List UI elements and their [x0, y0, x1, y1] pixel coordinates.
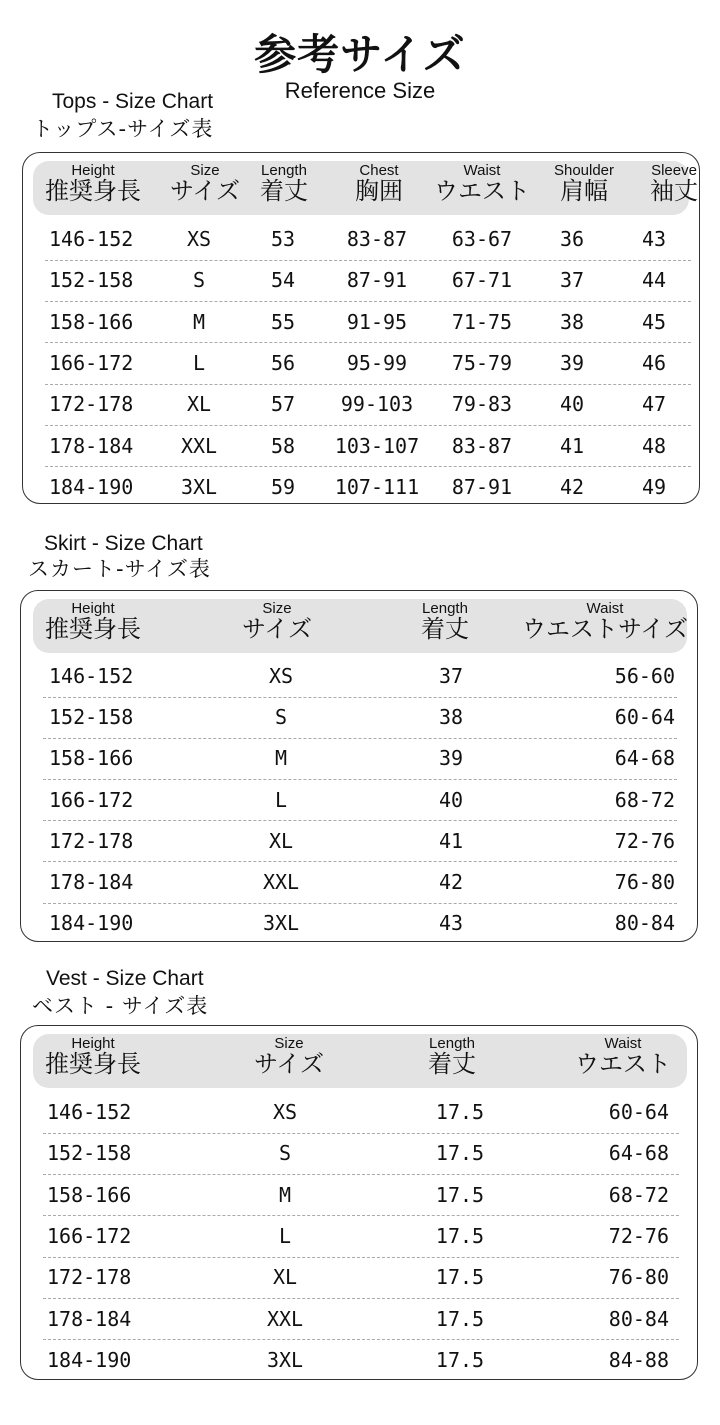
tops-table-cell: 152-158 [49, 268, 134, 293]
tops-col-header-en: Size [190, 162, 220, 179]
vest-table-cell: 3XL [266, 1347, 304, 1372]
tops-table-cell: 178-184 [49, 433, 134, 458]
skirt-title-en: Skirt - Size Chart [44, 532, 203, 555]
tops-table-cell: XXL [180, 433, 218, 458]
skirt-col-header-en: Waist [586, 600, 624, 617]
vest-table-cell: 17.5 [435, 1306, 485, 1331]
tops-table-cell: 40 [559, 392, 585, 417]
vest-table-cell: 17.5 [435, 1100, 485, 1124]
skirt-row-divider [43, 903, 677, 904]
tops-table-cell: 49 [641, 474, 667, 499]
vest-table-cell: 60-64 [608, 1100, 669, 1124]
skirt-table-cell: 68-72 [614, 787, 675, 812]
tops-table-cell: 45 [641, 309, 667, 334]
skirt-table-cell: 37 [438, 664, 464, 688]
skirt-table-cell: 43 [438, 911, 464, 936]
vest-col-header-en: Waist [604, 1035, 642, 1052]
vest-table-cell: XXL [266, 1306, 304, 1331]
skirt-col-header-jp: 推奨身長 [45, 615, 141, 643]
vest-row-divider [43, 1339, 679, 1340]
skirt-row-divider [43, 738, 677, 739]
tops-table-cell: 46 [641, 350, 667, 375]
tops-col-header-jp: 袖丈 [650, 177, 698, 205]
skirt-table-cell: 64-68 [614, 746, 675, 771]
tops-col-header-en: Length [261, 162, 307, 179]
vest-row-divider [43, 1298, 679, 1299]
skirt-table-cell: 178-184 [49, 870, 134, 894]
skirt-col-header-jp: 着丈 [421, 615, 469, 643]
tops-col-header-en: Height [71, 162, 115, 179]
vest-table-cell: 68-72 [608, 1182, 669, 1207]
vest-col-header-jp: 推奨身長 [45, 1050, 141, 1078]
tops-table-cell: 43 [641, 227, 667, 251]
tops-table-cell: 67-71 [451, 268, 513, 293]
skirt-table-cell: 158-166 [49, 746, 134, 771]
vest-col-header-en: Height [71, 1035, 115, 1052]
skirt-col-header-jp: サイズ [241, 615, 313, 643]
vest-row-divider [43, 1215, 679, 1216]
tops-table-cell: 58 [270, 433, 296, 458]
tops-title-en: Tops - Size Chart [52, 90, 214, 113]
tops-table-cell: 53 [270, 227, 296, 251]
tops-table-cell: XS [186, 227, 212, 251]
tops-col-header-en: Waist [463, 162, 501, 179]
skirt-row-divider [43, 697, 677, 698]
tops-table-cell: 79-83 [451, 392, 513, 417]
skirt-table-cell: L [274, 787, 288, 812]
tops-table-cell: 95-99 [346, 350, 408, 375]
tops-table-cell: 54 [270, 268, 296, 293]
vest-table-cell: 146-152 [47, 1100, 132, 1124]
tops-table-cell: L [192, 350, 206, 375]
vest-row-divider [43, 1257, 679, 1258]
skirt-table-cell: 72-76 [614, 828, 675, 853]
tops-table-cell: XL [186, 392, 212, 417]
vest-table-cell: XS [272, 1100, 298, 1124]
tops-row-divider [45, 260, 691, 261]
tops-table-cell: S [192, 268, 206, 293]
vest-table-cell: 17.5 [435, 1182, 485, 1207]
vest-table-cell: 72-76 [608, 1223, 669, 1248]
tops-table-cell: 57 [270, 392, 296, 417]
vest-table-cell: L [278, 1223, 292, 1248]
tops-table-cell: 146-152 [49, 227, 134, 251]
skirt-table-cell: S [274, 705, 288, 730]
tops-table-cell: 166-172 [49, 350, 134, 375]
skirt-table-cell: 80-84 [614, 911, 675, 936]
skirt-table-cell: 3XL [262, 911, 300, 936]
tops-col-header-en: Shoulder [553, 162, 615, 179]
vest-table-cell: 178-184 [47, 1306, 132, 1331]
tops-col-header-jp: ウエスト [434, 177, 530, 205]
tops-table-cell: 184-190 [49, 474, 134, 499]
tops-title-jp: トップス-サイズ表 [32, 117, 214, 141]
tops-table-cell: 36 [559, 227, 585, 251]
page-subtitle: Reference Size [284, 78, 436, 103]
tops-table-cell: M [192, 309, 206, 334]
tops-row-divider [45, 301, 691, 302]
tops-table-cell: 42 [559, 474, 585, 499]
tops-table-cell: 37 [559, 268, 585, 293]
tops-table-cell: 55 [270, 309, 296, 334]
skirt-table-cell: 41 [438, 828, 464, 853]
vest-table-cell: XL [272, 1265, 298, 1290]
vest-row-divider [43, 1174, 679, 1175]
tops-table-cell: 59 [270, 474, 296, 499]
vest-table-cell: 152-158 [47, 1141, 132, 1166]
vest-row-divider [43, 1133, 679, 1134]
skirt-row-divider [43, 861, 677, 862]
vest-title-en: Vest - Size Chart [46, 967, 204, 990]
tops-col-header-jp: 肩幅 [560, 177, 608, 205]
tops-row-divider [45, 342, 691, 343]
skirt-row-divider [43, 779, 677, 780]
skirt-table-cell: 39 [438, 746, 464, 771]
tops-col-header-jp: サイズ [169, 177, 241, 205]
tops-row-divider [45, 425, 691, 426]
tops-table-cell: 99-103 [340, 392, 414, 417]
tops-col-header-jp: 推奨身長 [45, 177, 141, 205]
tops-table-cell: 103-107 [334, 433, 420, 458]
tops-table-cell: 75-79 [451, 350, 513, 375]
tops-table-cell: 56 [270, 350, 296, 375]
vest-table-cell: 80-84 [608, 1306, 669, 1331]
tops-table-cell: 63-67 [451, 227, 513, 251]
skirt-table-cell: 56-60 [614, 664, 675, 688]
vest-table-cell: 64-68 [608, 1141, 669, 1166]
skirt-col-header-en: Length [422, 600, 468, 617]
skirt-col-header-en: Height [71, 600, 115, 617]
tops-table-cell: 91-95 [346, 309, 408, 334]
vest-table-cell: 17.5 [435, 1265, 485, 1290]
skirt-col-header-jp: ウエストサイズ [521, 615, 689, 643]
tops-row-divider [45, 384, 691, 385]
tops-table-cell: 158-166 [49, 309, 134, 334]
tops-table-cell: 41 [559, 433, 585, 458]
vest-table-cell: 17.5 [435, 1223, 485, 1248]
vest-table-cell: 76-80 [608, 1265, 669, 1290]
skirt-row-divider [43, 820, 677, 821]
tops-table-cell: 172-178 [49, 392, 134, 417]
skirt-table-cell: 40 [438, 787, 464, 812]
tops-table-cell: 83-87 [346, 227, 408, 251]
vest-table-cell: 184-190 [47, 1347, 132, 1372]
skirt-table-cell: 152-158 [49, 705, 134, 730]
tops-table-cell: 87-91 [346, 268, 408, 293]
page-title: 参考サイズ [254, 30, 466, 79]
tops-table-cell: 47 [641, 392, 667, 417]
vest-size-table [20, 1025, 698, 1380]
vest-col-header-jp: 着丈 [428, 1050, 476, 1078]
skirt-table-cell: 166-172 [49, 787, 134, 812]
tops-size-table [22, 152, 700, 504]
skirt-table-cell: 42 [438, 870, 464, 894]
tops-table-cell: 39 [559, 350, 585, 375]
skirt-title-jp: スカート-サイズ表 [28, 557, 211, 581]
tops-col-header-jp: 胸囲 [355, 177, 403, 205]
skirt-table-cell: XXL [262, 870, 300, 894]
tops-table-cell: 83-87 [451, 433, 513, 458]
vest-table-cell: 158-166 [47, 1182, 132, 1207]
tops-row-divider [45, 466, 691, 467]
vest-table-cell: 172-178 [47, 1265, 132, 1290]
skirt-table-cell: XL [268, 828, 294, 853]
vest-table-cell: 84-88 [608, 1347, 669, 1372]
vest-table-cell: 17.5 [435, 1347, 485, 1372]
vest-title-jp: ベスト - サイズ表 [32, 994, 209, 1018]
tops-table-cell: 107-111 [334, 474, 420, 499]
tops-table-cell: 48 [641, 433, 667, 458]
skirt-table-cell: 38 [438, 705, 464, 730]
skirt-size-table [20, 590, 698, 942]
vest-table-cell: M [278, 1182, 292, 1207]
skirt-col-header-en: Size [262, 600, 292, 617]
skirt-table-cell: 146-152 [49, 664, 134, 688]
vest-table-cell: 166-172 [47, 1223, 132, 1248]
tops-table-cell: 44 [641, 268, 667, 293]
skirt-table-cell: 184-190 [49, 911, 134, 936]
tops-col-header-en: Sleeve [651, 162, 697, 179]
vest-col-header-en: Size [274, 1035, 304, 1052]
tops-table-cell: 71-75 [451, 309, 513, 334]
tops-col-header-jp: 着丈 [260, 177, 308, 205]
tops-table-cell: 87-91 [451, 474, 513, 499]
vest-col-header-en: Length [429, 1035, 475, 1052]
vest-col-header-jp: ウエスト [575, 1050, 671, 1078]
vest-table-cell: S [278, 1141, 292, 1166]
skirt-table-cell: 60-64 [614, 705, 675, 730]
skirt-table-cell: 76-80 [614, 870, 675, 894]
tops-col-header-en: Chest [359, 162, 399, 179]
tops-table-cell: 3XL [180, 474, 218, 499]
skirt-table-cell: M [274, 746, 288, 771]
skirt-table-cell: XS [268, 664, 294, 688]
vest-col-header-jp: サイズ [253, 1050, 325, 1078]
skirt-table-cell: 172-178 [49, 828, 134, 853]
tops-table-cell: 38 [559, 309, 585, 334]
vest-table-cell: 17.5 [435, 1141, 485, 1166]
